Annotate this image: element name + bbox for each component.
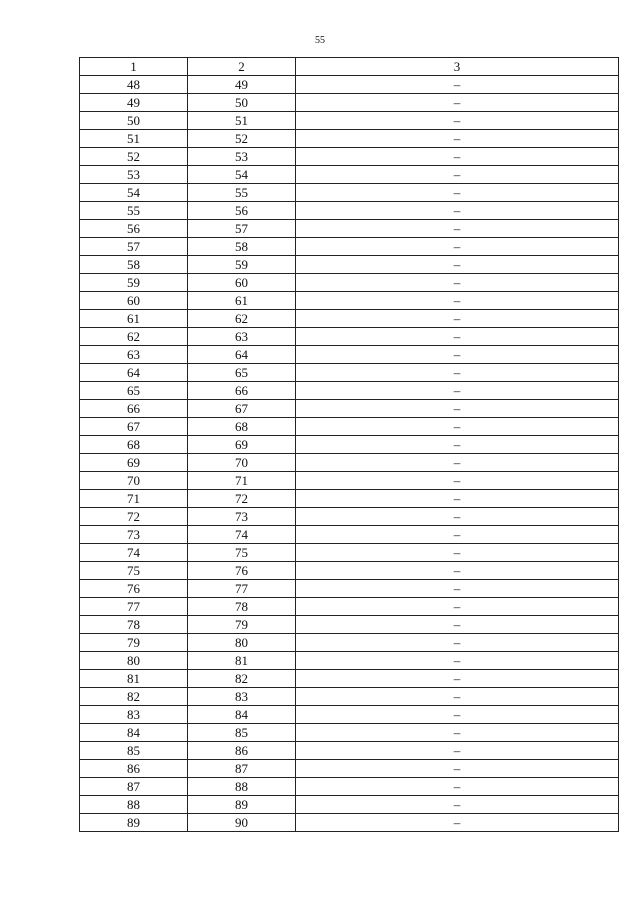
table-row [80,220,619,238]
table-cell-col-3: – [296,616,619,634]
table-cell-col-2: 63 [188,328,296,346]
table-cell-col-2: 52 [188,130,296,148]
table-row [80,256,619,274]
table-cell-col-3: – [296,418,619,436]
table-cell-col-3: – [296,220,619,238]
table-cell-col-2: 57 [188,220,296,238]
table-cell-col-1: 67 [80,418,188,436]
table-cell-col-3: – [296,454,619,472]
table-cell-col-3: – [296,130,619,148]
table-cell-col-1: 52 [80,148,188,166]
table-row [80,652,619,670]
table-cell-col-3: – [296,238,619,256]
table-row [80,400,619,418]
table-cell-col-2: 87 [188,760,296,778]
table-cell-col-3: – [296,634,619,652]
table-row [80,238,619,256]
table-cell-col-2: 61 [188,292,296,310]
table-cell-col-2: 54 [188,166,296,184]
table-cell-col-3: – [296,364,619,382]
table-cell-col-1: 69 [80,454,188,472]
table-cell-col-1: 76 [80,580,188,598]
table-cell-col-3: – [296,688,619,706]
table-cell-col-2: 59 [188,256,296,274]
table-cell-col-2: 77 [188,580,296,598]
table-cell-col-3: – [296,436,619,454]
table-row [80,454,619,472]
table-row [80,130,619,148]
table-cell-col-1: 56 [80,220,188,238]
table-cell-col-2: 72 [188,490,296,508]
table-row [80,274,619,292]
table-cell-col-1: 77 [80,598,188,616]
table-cell-col-1: 75 [80,562,188,580]
table-cell-col-3: – [296,544,619,562]
table-cell-col-3: – [296,580,619,598]
table-cell-col-2: 78 [188,598,296,616]
table-row [80,202,619,220]
table-cell-col-3: – [296,508,619,526]
table-cell-col-3: – [296,724,619,742]
table-row [80,310,619,328]
table-row [80,580,619,598]
table-cell-col-3: – [296,148,619,166]
table-cell-col-2: 75 [188,544,296,562]
table-cell-col-2: 85 [188,724,296,742]
table-cell-col-2: 62 [188,310,296,328]
table-cell-col-1: 82 [80,688,188,706]
table-cell-col-2: 81 [188,652,296,670]
table-cell-col-1: 85 [80,742,188,760]
table-cell-col-2: 88 [188,778,296,796]
table-cell-col-1: 84 [80,724,188,742]
table-row [80,292,619,310]
table-cell-col-2: 56 [188,202,296,220]
table-cell-col-1: 51 [80,130,188,148]
table-cell-col-1: 64 [80,364,188,382]
table-cell-col-2: 70 [188,454,296,472]
table-cell-col-1: 49 [80,94,188,112]
table-cell-col-3: – [296,166,619,184]
table-row [80,346,619,364]
table-cell-col-1: 61 [80,310,188,328]
table-cell-col-1: 81 [80,670,188,688]
table-cell-col-3: – [296,400,619,418]
table-cell-col-2: 82 [188,670,296,688]
column-header-2: 2 [188,58,296,76]
table-row [80,670,619,688]
table-cell-col-2: 55 [188,184,296,202]
table-cell-col-2: 64 [188,346,296,364]
table-cell-col-1: 74 [80,544,188,562]
table-cell-col-1: 53 [80,166,188,184]
table-cell-col-3: – [296,310,619,328]
table-cell-col-3: – [296,346,619,364]
table-cell-col-2: 69 [188,436,296,454]
table-cell-col-1: 58 [80,256,188,274]
table-cell-col-1: 48 [80,76,188,94]
table-cell-col-3: – [296,112,619,130]
table-row [80,184,619,202]
table-cell-col-2: 83 [188,688,296,706]
table-cell-col-2: 89 [188,796,296,814]
table-cell-col-1: 79 [80,634,188,652]
table-cell-col-2: 53 [188,148,296,166]
table-cell-col-1: 71 [80,490,188,508]
table-row [80,616,619,634]
table-cell-col-2: 71 [188,472,296,490]
table-cell-col-3: – [296,670,619,688]
table-row [80,724,619,742]
table-cell-col-2: 90 [188,814,296,832]
table-row [80,76,619,94]
table-cell-col-1: 65 [80,382,188,400]
table-row [80,472,619,490]
table-cell-col-3: – [296,526,619,544]
table-cell-col-2: 67 [188,400,296,418]
table-cell-col-3: – [296,598,619,616]
table-row [80,562,619,580]
table-cell-col-2: 68 [188,418,296,436]
table-cell-col-3: – [296,652,619,670]
table-row [80,94,619,112]
table-cell-col-3: – [296,706,619,724]
data-table [79,57,619,832]
table-row [80,364,619,382]
table-cell-col-3: – [296,742,619,760]
table-row [80,328,619,346]
table-row [80,742,619,760]
table-row [80,382,619,400]
table-row [80,490,619,508]
table-row [80,508,619,526]
table-cell-col-1: 57 [80,238,188,256]
table-cell-col-1: 59 [80,274,188,292]
table-body [80,76,619,832]
table-cell-col-2: 80 [188,634,296,652]
table-cell-col-1: 70 [80,472,188,490]
table-cell-col-3: – [296,796,619,814]
table-cell-col-1: 83 [80,706,188,724]
table-cell-col-1: 73 [80,526,188,544]
table-cell-col-2: 58 [188,238,296,256]
table-cell-col-3: – [296,472,619,490]
table-cell-col-2: 51 [188,112,296,130]
table-cell-col-3: – [296,778,619,796]
table-cell-col-3: – [296,256,619,274]
table-cell-col-3: – [296,274,619,292]
table-cell-col-1: 72 [80,508,188,526]
table-cell-col-3: – [296,490,619,508]
table-cell-col-2: 79 [188,616,296,634]
table-row [80,760,619,778]
table-row [80,148,619,166]
table-cell-col-2: 86 [188,742,296,760]
column-header-1: 1 [80,58,188,76]
table-row [80,418,619,436]
table-cell-col-2: 65 [188,364,296,382]
table-row [80,112,619,130]
table-cell-col-3: – [296,76,619,94]
table-row [80,526,619,544]
table-cell-col-1: 68 [80,436,188,454]
table-cell-col-1: 60 [80,292,188,310]
table-cell-col-2: 50 [188,94,296,112]
table-row [80,814,619,832]
table-cell-col-2: 74 [188,526,296,544]
table-header-row [80,58,619,76]
table-cell-col-2: 60 [188,274,296,292]
table-cell-col-2: 66 [188,382,296,400]
table-cell-col-1: 50 [80,112,188,130]
page-number: 55 [315,35,325,46]
table-cell-col-1: 86 [80,760,188,778]
table-cell-col-3: – [296,184,619,202]
table-cell-col-3: – [296,382,619,400]
table-cell-col-2: 73 [188,508,296,526]
table-row [80,688,619,706]
table-cell-col-2: 76 [188,562,296,580]
table-cell-col-1: 66 [80,400,188,418]
table-cell-col-3: – [296,562,619,580]
table-cell-col-3: – [296,760,619,778]
table-cell-col-1: 89 [80,814,188,832]
table-cell-col-3: – [296,202,619,220]
table-cell-col-1: 63 [80,346,188,364]
table-row [80,598,619,616]
table-cell-col-1: 87 [80,778,188,796]
column-header-3: 3 [296,58,619,76]
table-row [80,166,619,184]
table-cell-col-1: 55 [80,202,188,220]
table-cell-col-3: – [296,814,619,832]
table-row [80,544,619,562]
table-cell-col-1: 88 [80,796,188,814]
table-cell-col-1: 78 [80,616,188,634]
table-row [80,634,619,652]
table-cell-col-1: 62 [80,328,188,346]
table-cell-col-2: 84 [188,706,296,724]
table-row [80,796,619,814]
table-cell-col-3: – [296,328,619,346]
table-row [80,706,619,724]
table-cell-col-1: 80 [80,652,188,670]
table-cell-col-2: 49 [188,76,296,94]
table-row [80,778,619,796]
table-cell-col-1: 54 [80,184,188,202]
table-row [80,436,619,454]
table-cell-col-3: – [296,292,619,310]
table-cell-col-3: – [296,94,619,112]
